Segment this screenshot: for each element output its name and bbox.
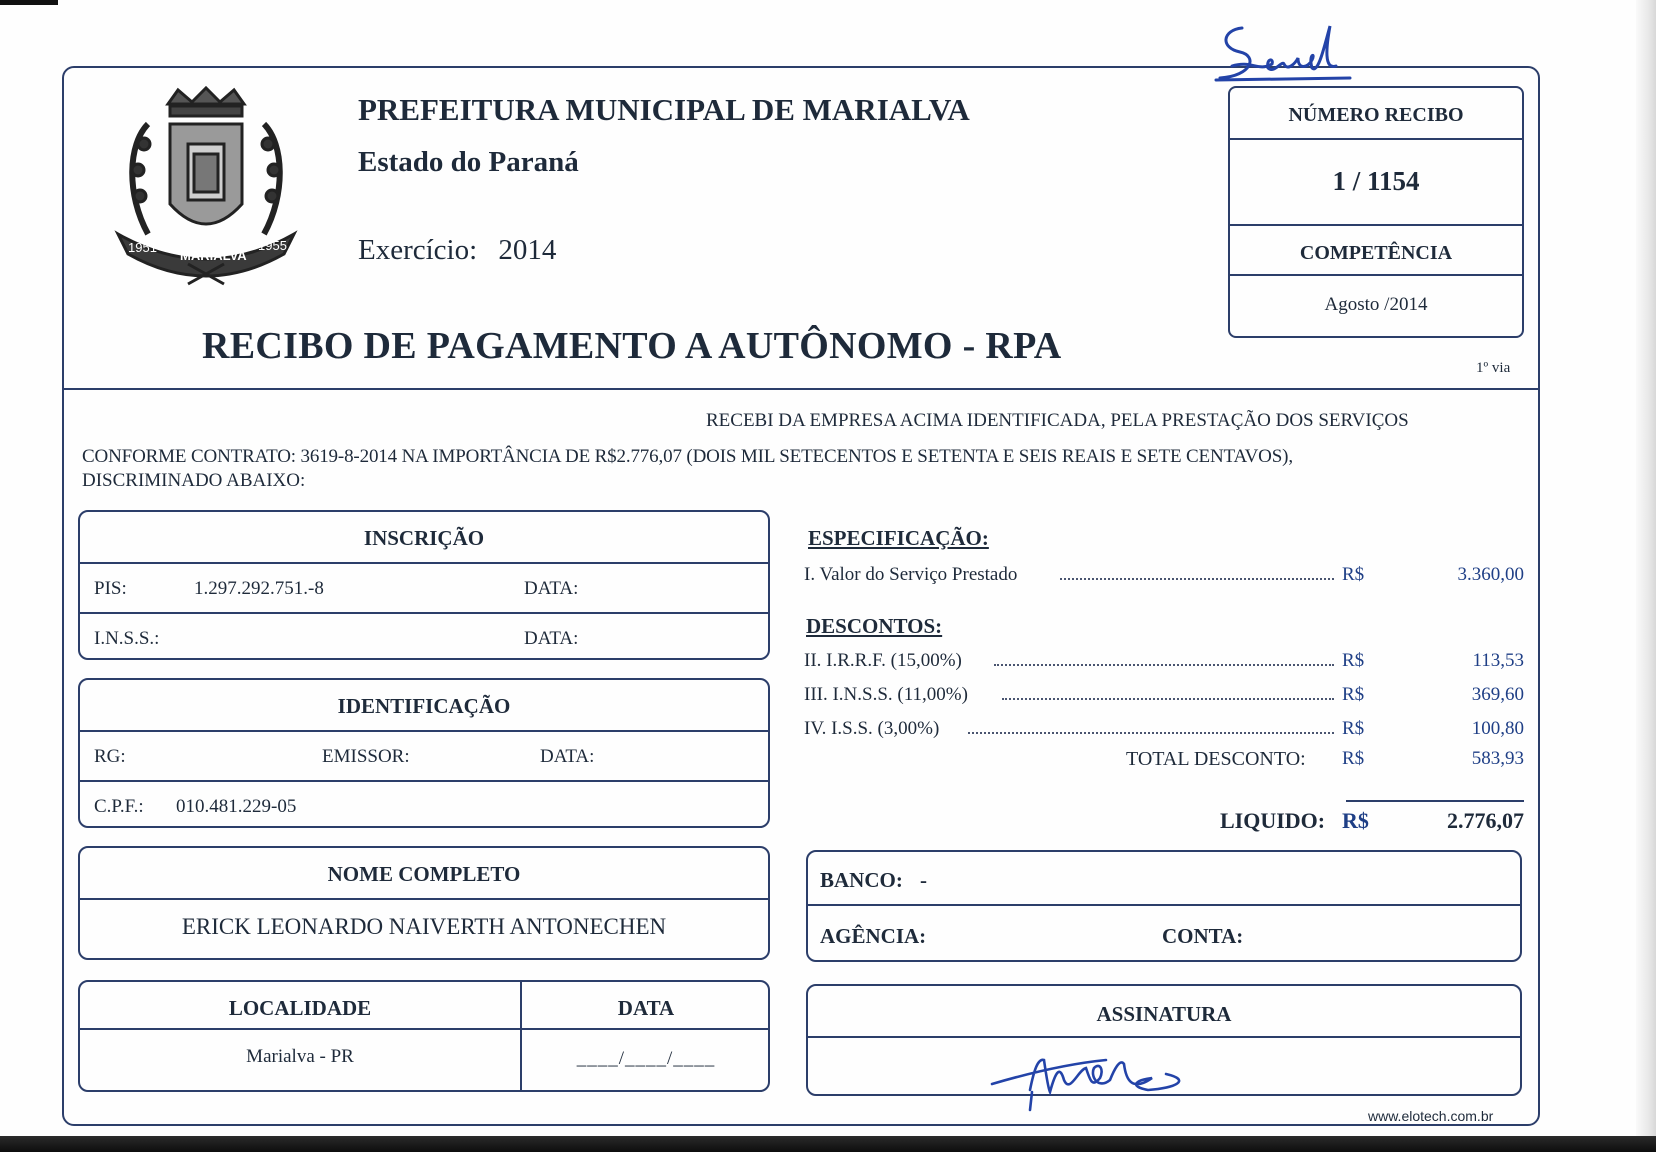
agency-label: AGÊNCIA: — [820, 924, 927, 948]
rg-label: RG: — [94, 746, 126, 767]
seal-left-year: 1951 — [128, 240, 157, 255]
statement-line-3: DISCRIMINADO ABAIXO: — [82, 470, 306, 491]
service-label: I. Valor do Serviço Prestado — [804, 564, 1018, 585]
date-blank: ____/____/____ — [576, 1048, 716, 1069]
state-subtitle: Estado do Paraná — [358, 146, 579, 178]
identification-date-label: DATA: — [540, 746, 595, 767]
inss-label: I.N.S.S.: — [94, 628, 160, 649]
document-title: RECIBO DE PAGAMENTO A AUTÔNOMO - RPA — [202, 325, 1062, 367]
inss-discount-amount: 369,60 — [1471, 684, 1524, 705]
total-discount-row — [804, 748, 1524, 776]
iss-row — [804, 718, 1524, 746]
statement-line-2: CONFORME CONTRATO: 3619-8-2014 NA IMPORTÂNCIA DE R$2.776,07 (DOIS MIL SETECENTOS E SETENTA E SEIS REAIS E SETE CENTAVOS), — [82, 446, 1293, 467]
coat-of-arms-icon — [108, 84, 304, 290]
municipality-title: PREFEITURA MUNICIPAL DE MARIALVA — [358, 92, 970, 127]
bank-box — [806, 850, 1522, 962]
full-name-title: NOME COMPLETO — [327, 862, 521, 886]
inss-date-label: DATA: — [524, 628, 579, 649]
receipt-number-value: 1 / 1154 — [1332, 166, 1420, 196]
total-discount-label: TOTAL DESCONTO: — [1126, 748, 1306, 770]
competence-value: Agosto /2014 — [1324, 294, 1428, 315]
seal-ribbon-text: MARIALVA — [180, 248, 247, 263]
header-divider — [62, 388, 1540, 390]
iss-currency: R$ — [1342, 718, 1365, 739]
handwritten-note-icon — [1212, 18, 1362, 88]
exercise-label: Exercício: — [358, 234, 478, 266]
net-label: LIQUIDO: — [1220, 808, 1326, 833]
signature-scribble-icon — [986, 1040, 1226, 1112]
scan-edge-bottom — [0, 1136, 1656, 1152]
cpf-label: C.P.F.: — [94, 796, 144, 817]
locality-date-box — [78, 980, 770, 1092]
emissor-label: EMISSOR: — [322, 746, 410, 767]
pis-value: 1.297.292.751.-8 — [194, 578, 324, 599]
identificacao-box — [78, 678, 770, 828]
handwritten-note — [1212, 18, 1362, 88]
exercise-year: 2014 — [498, 234, 557, 266]
total-discount-currency: R$ — [1342, 748, 1365, 769]
bank-label: BANCO: — [820, 868, 903, 892]
full-name-box — [78, 846, 770, 960]
signature-title: ASSINATURA — [1096, 1002, 1232, 1026]
locality-value: Marialva - PR — [246, 1046, 354, 1067]
irrf-amount: 113,53 — [1472, 650, 1524, 671]
scan-edge-top — [0, 0, 58, 5]
inss-discount-row — [804, 684, 1524, 712]
scan-edge-right — [1636, 0, 1656, 1136]
receipt-number-label: NÚMERO RECIBO — [1288, 104, 1464, 126]
inscricao-title: INSCRIÇÃO — [363, 526, 485, 550]
irrf-currency: R$ — [1342, 650, 1365, 671]
inscricao-box — [78, 510, 770, 660]
handwritten-signature — [986, 1040, 1226, 1112]
net-currency: R$ — [1342, 808, 1369, 833]
copy-via-label: 1º via — [1476, 360, 1511, 376]
inss-discount-currency: R$ — [1342, 684, 1365, 705]
pis-label: PIS: — [94, 578, 127, 599]
net-row — [804, 808, 1524, 842]
seal-right-year: 1955 — [258, 238, 287, 253]
service-amount: 3.360,00 — [1457, 564, 1524, 585]
discounts-title: DESCONTOS: — [806, 614, 943, 638]
net-amount: 2.776,07 — [1447, 808, 1524, 833]
account-label: CONTA: — [1162, 924, 1244, 948]
service-value-row — [804, 564, 1524, 592]
total-discount-amount: 583,93 — [1471, 748, 1524, 769]
iss-amount: 100,80 — [1471, 718, 1524, 739]
full-name-value: ERICK LEONARDO NAIVERTH ANTONECHEN — [181, 914, 667, 939]
cpf-value: 010.481.229-05 — [176, 796, 297, 817]
inss-discount-label: III. I.N.S.S. (11,00%) — [804, 684, 968, 705]
irrf-label: II. I.R.R.F. (15,00%) — [804, 650, 962, 671]
bank-value: - — [920, 868, 927, 892]
irrf-row — [804, 650, 1524, 678]
pis-date-label: DATA: — [524, 578, 579, 599]
statement-line-1: RECEBI DA EMPRESA ACIMA IDENTIFICADA, PELA PRESTAÇÃO DOS SERVIÇOS — [706, 410, 1409, 431]
identificacao-title: IDENTIFICAÇÃO — [337, 694, 511, 718]
footer-website: www.elotech.com.br — [1368, 1108, 1494, 1124]
municipal-coat-of-arms — [108, 84, 304, 290]
competence-label: COMPETÊNCIA — [1299, 242, 1453, 264]
exercise-line — [358, 234, 556, 267]
net-separator — [1346, 800, 1524, 802]
service-currency: R$ — [1342, 564, 1365, 585]
iss-label: IV. I.S.S. (3,00%) — [804, 718, 940, 739]
locality-title: LOCALIDADE — [228, 996, 372, 1020]
date-title: DATA — [617, 996, 675, 1020]
specification-title: ESPECIFICAÇÃO: — [808, 526, 989, 550]
receipt-number-box — [1228, 86, 1524, 338]
